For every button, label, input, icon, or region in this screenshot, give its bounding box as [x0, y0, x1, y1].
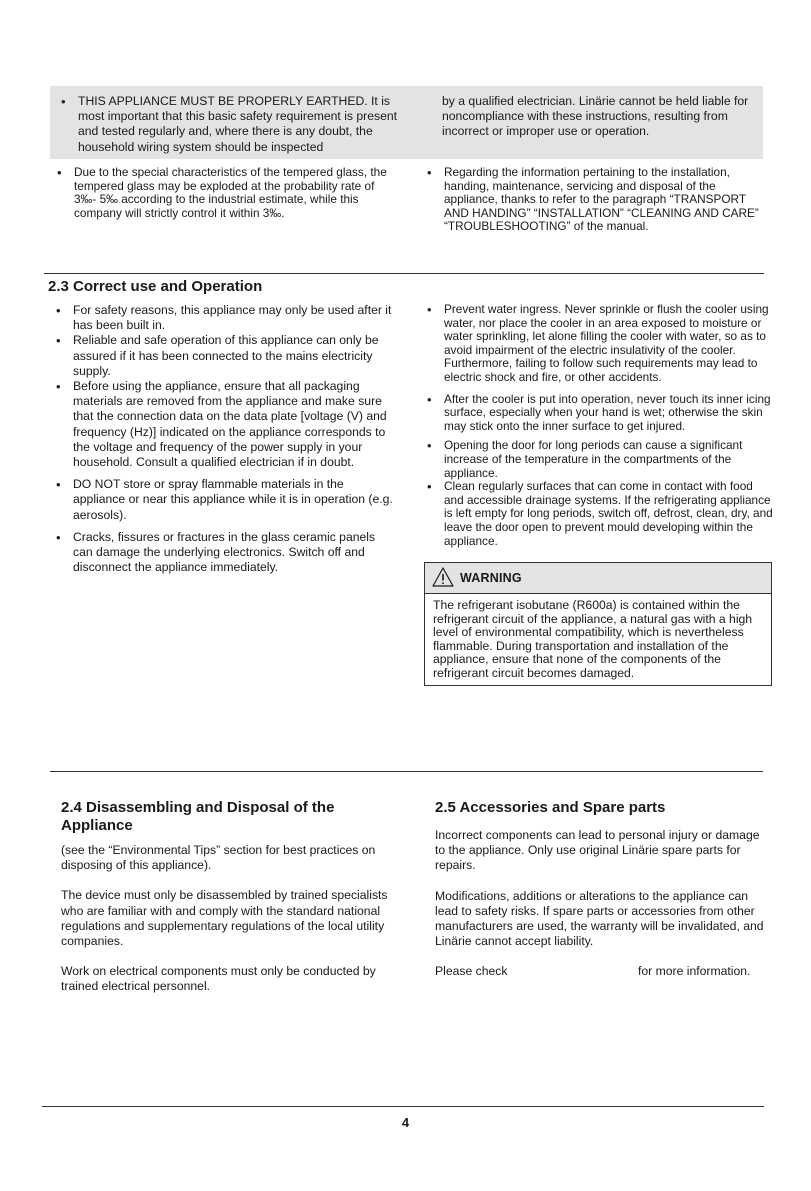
electrician-liability-text: by a qualified electrician. Linärie cannot be held liable for noncompliance with these instructions, resulting from incorrect or improper use or operation.	[442, 94, 749, 139]
list-item: • For safety reasons, this appliance may only be used after it has been built in.	[51, 303, 398, 333]
list-item: • Before using the appliance, ensure that all packaging materials are removed from the appliance and make sure that the connection data on the data plate [voltage (V) and frequency (Hz)] indicated on the appliance corresponds to the voltage and frequency of the power supply in your household. Consult a qualified electrician if in doubt.	[51, 379, 398, 470]
correct-use-left-list	[51, 303, 398, 575]
section-divider	[50, 771, 763, 772]
list-item: • Clean regularly surfaces that can come in contact with food and accessible drainage systems. If the refrigerating appliance is left empty for long periods, switch off, defrost, clean, dry, and leave the door open to prevent mould developing within the appliance.	[422, 480, 774, 548]
check-prefix: Please check	[435, 964, 508, 979]
disposal-paragraph: The device must only be disassembled by trained specialists who are familiar with and comply with the standard national regulations and supplementary regulations of the local utility companies.	[61, 888, 388, 949]
section-2-4-title: 2.4 Disassembling and Disposal of the Appliance	[61, 799, 335, 834]
list-item: • DO NOT store or spray flammable materials in the appliance or near this appliance while it is in operation (e.g. aerosols).	[51, 477, 398, 523]
list-item: • Cracks, fissures or fractures in the glass ceramic panels can damage the underlying electronics. Switch off and disconnect the appliance immediately.	[51, 530, 398, 576]
list-item: • Prevent water ingress. Never sprinkle or flush the cooler using water, nor place the cooler in an area exposed to moisture or water sprinkling, let alone filling the cooler with water, so as to avoid impairment of the electric insulativity of the cooler. Furthermore, failing to follow such requirements may lead to electric shock and fire, or other accidents.	[422, 303, 774, 385]
check-suffix: for more information.	[638, 964, 751, 979]
warning-triangle-icon	[432, 567, 454, 587]
disposal-paragraph: Work on electrical components must only be conducted by trained electrical personnel.	[61, 964, 376, 994]
section-2-5-title: 2.5 Accessories and Spare parts	[435, 799, 666, 816]
earthing-bullet: • THIS APPLIANCE MUST BE PROPERLY EARTHED. It is most important that this basic safety requirement is present and tested regularly and, where there is any doubt, the household wiring system should be inspected	[56, 94, 401, 155]
spare-parts-content	[435, 828, 765, 979]
warning-header	[425, 563, 771, 594]
earthing-notice-list	[56, 94, 401, 155]
disposal-paragraph: (see the “Environmental Tips” section for best practices on disposing of this appliance).	[61, 843, 376, 873]
section-divider	[44, 273, 764, 274]
tempered-glass-bullet: • Due to the special characteristics of the tempered glass, the tempered glass may be exploded at the probability rate of 3‰- 5‰ according to the industrial estimate, while this company will strictly control it within 3‰.	[52, 166, 392, 220]
manual-reference-list	[422, 166, 766, 234]
correct-use-right-list	[422, 303, 774, 548]
list-item: • Opening the door for long periods can cause a significant increase of the temperature in the compartments of the appliance.	[422, 439, 774, 480]
warning-text: The refrigerant isobutane (R600a) is contained within the refrigerant circuit of the appliance, a natural gas with a high level of environmental compatibility, which is nevertheless flammable. During transportation and installation of the appliance, ensure that none of the components of the refrigerant circuit becomes damaged.	[433, 598, 753, 680]
manual-reference-bullet: • Regarding the information pertaining to the installation, handing, maintenance, servicing and disposal of the appliance, thanks to refer to the paragraph “TRANSPORT AND HANDING” “INSTALLATION” “CLEANING AND CARE” “TROUBLESHOOTING” of the manual.	[422, 166, 766, 234]
list-item: • After the cooler is put into operation, never touch its inner icing surface, especially when your hand is wet; otherwise the skin may stick onto the inner surface to get injured.	[422, 393, 774, 434]
list-item: • Reliable and safe operation of this appliance can only be assured if it has been connected to the mains electricity supply.	[51, 333, 398, 379]
warning-box	[424, 562, 772, 686]
spare-parts-paragraph: Incorrect components can lead to personal injury or damage to the appliance. Only use original Linärie spare parts for repairs.	[435, 828, 760, 873]
tempered-glass-list	[52, 166, 392, 220]
disposal-content	[61, 843, 396, 995]
page-number: 4	[401, 1115, 410, 1130]
check-info-line	[435, 964, 765, 979]
section-2-3-title: 2.3 Correct use and Operation	[48, 278, 263, 295]
footer-divider	[42, 1106, 764, 1107]
warning-title: WARNING	[460, 571, 522, 585]
spare-parts-paragraph: Modifications, additions or alterations to the appliance can lead to safety risks. If spare parts or accessories from other manufacturers are used, the warranty will be invalidated, and Linärie cannot accept liability.	[435, 888, 764, 949]
